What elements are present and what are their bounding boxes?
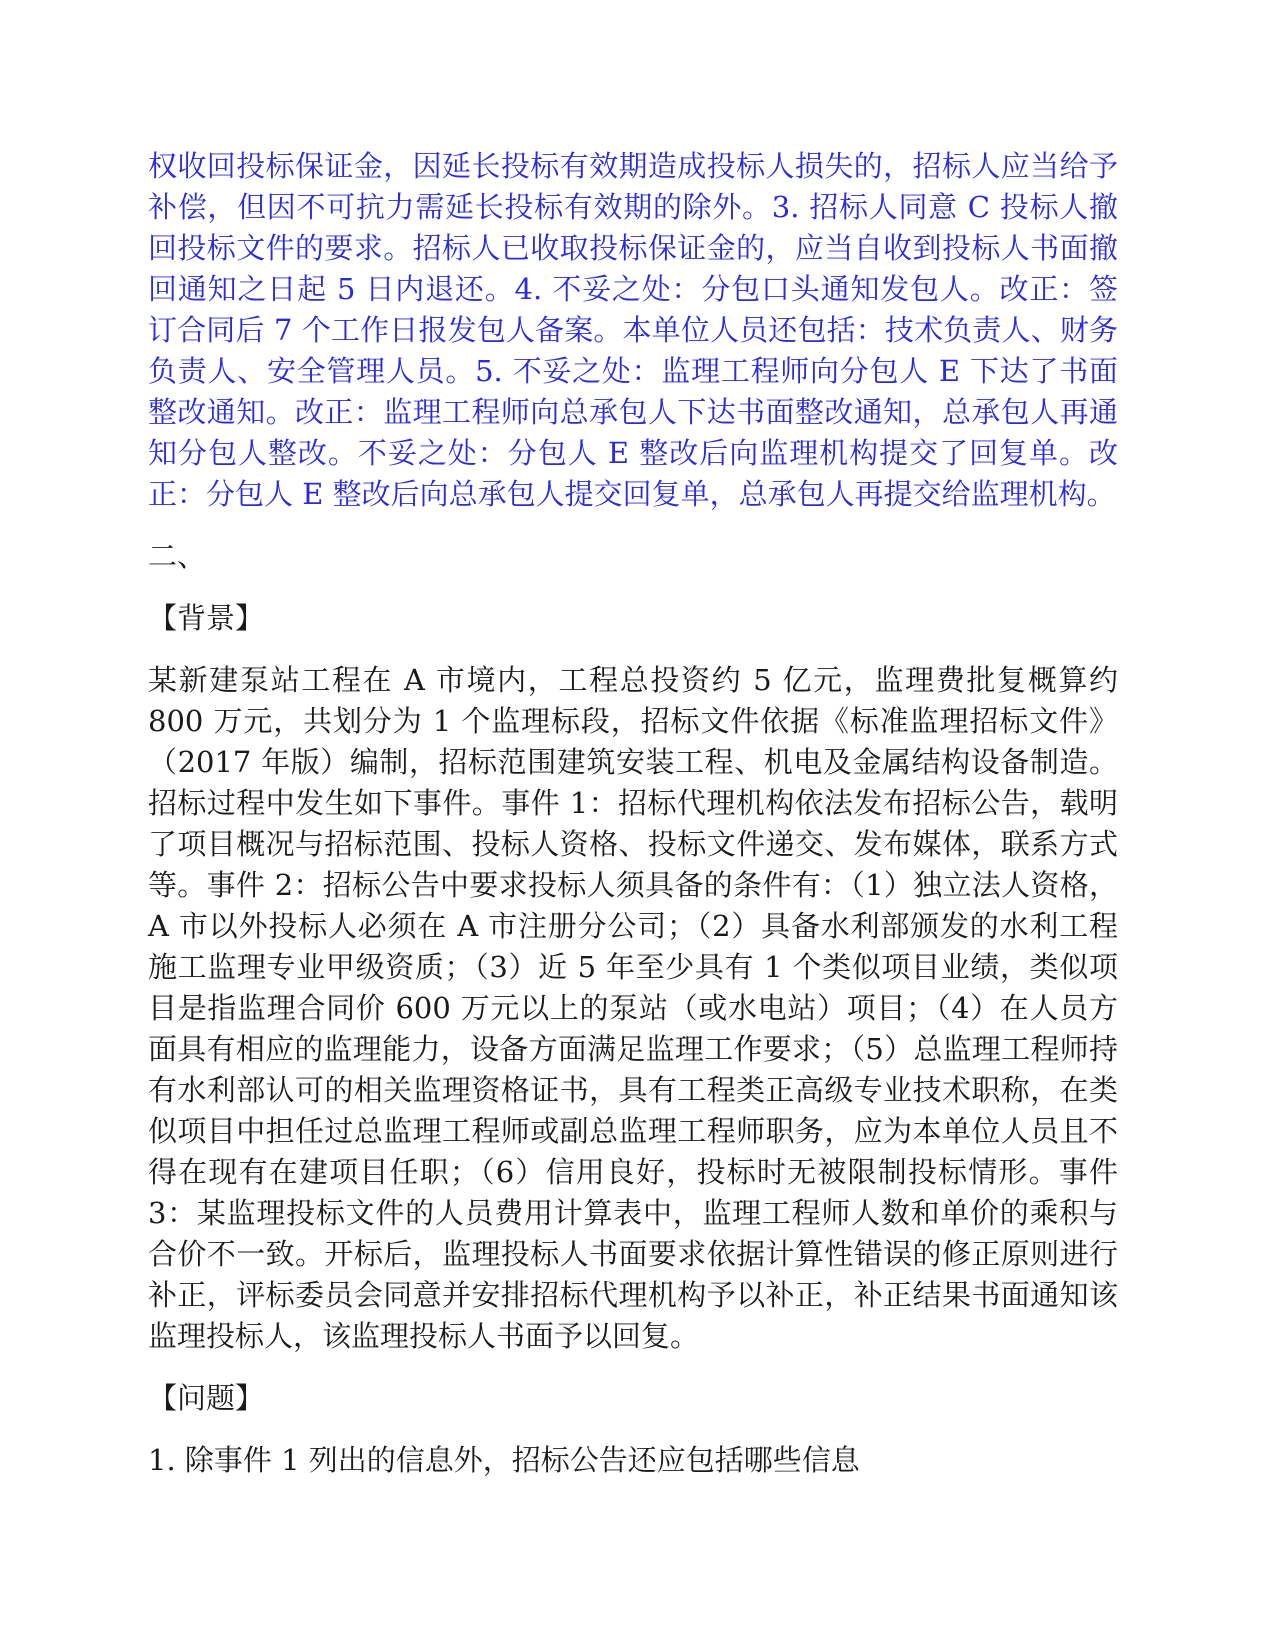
section-number: 二、 [148,539,207,573]
background-text: 某新建泵站工程在 A 市境内，工程总投资约 5 亿元，监理费批复概算约 800 万元，共划分为 1 个监理标段，招标文件依据《标准监理招标文件》（2017 年版）编制，招标范围建筑安装工程、机电及金属结构设备制造。招标过程中发生如下事件。事件 1：招标代理机构依法发布招标公告，载明了项目概况与招标范围、投标人资格、投标文件递交、发布媒体，联系方式等。事件 2：招标公告中要求投标人须具备的条件有：（1）独立法人资格，A 市以外投标人必须在 A 市注册分公司；（2）具备水利部颁发的水利工程施工监理专业甲级资质；（3）近 5 年至少具有 1 个类似项目业绩，类似项目是指监理合同价 600 万元以上的泵站（或水电站）项目；（4）在人员方面具有相应的监理能力，设备方面满足监理工作要求；（5）总监理工程师持有水利部认可的相关监理资格证书，具有工程类正高级专业技术职称，在类似项目中担任过总监理工程师或副总监理工程师职务，应为本单位人员且不得在现有在建项目任职；（6）信用良好，投标时无被限制投标情形。事件 3：某监理投标文件的人员费用计算表中，监理工程师人数和单价的乘积与合价不一致。开标后，监理投标人书面要求依据计算性错误的修正原则进行补正，评标委员会同意并安排招标代理机构予以补正，补正结果书面通知该监理投标人，该监理投标人书面予以回复。 [148,663,1118,1353]
question-1: 1. 除事件 1 列出的信息外，招标公告还应包括哪些信息 [148,1443,860,1477]
question-heading: 【问题】 [148,1381,265,1415]
background-heading: 【背景】 [148,601,265,635]
document-body [148,146,1118,1481]
answer-continuation: 权收回投标保证金，因延长投标有效期造成投标人损失的，招标人应当给予补偿，但因不可抗力需延长投标有效期的除外。3. 招标人同意 C 投标人撤回投标文件的要求。招标人已收取投标保证金的，应当自收到投标人书面撤回通知之日起 5 日内退还。4. 不妥之处：分包口头通知发包人。改正：签订合同后 7 个工作日报发包人备案。本单位人员还包括：技术负责人、财务负责人、安全管理人员。5. 不妥之处：监理工程师向分包人 E 下达了书面整改通知。改正：监理工程师向总承包人下达书面整改通知，总承包人再通知分包人整改。不妥之处：分包人 E 整改后向监理机构提交了回复单。改正：分包人 E 整改后向总承包人提交回复单，总承包人再提交给监理机构。 [148,149,1118,511]
